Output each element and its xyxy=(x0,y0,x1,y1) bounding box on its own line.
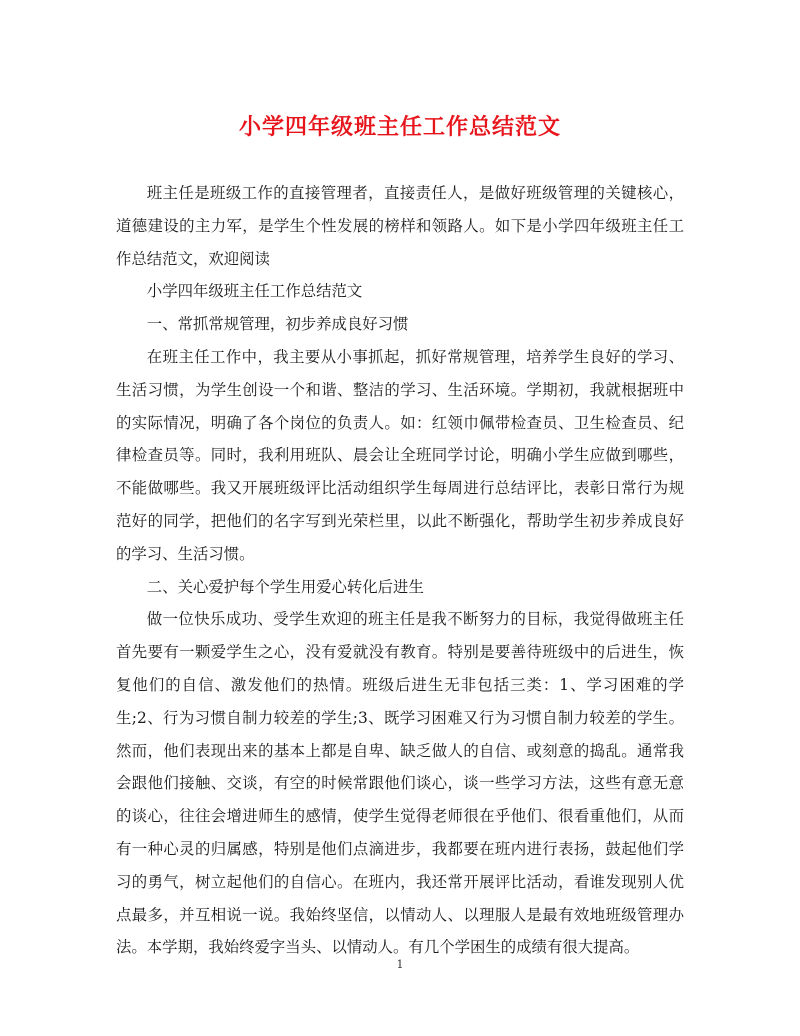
document-body xyxy=(116,177,684,964)
section-2-paragraph: 做一位快乐成功、受学生欢迎的班主任是我不断努力的目标，我觉得做班主任首先要有一颗爱学生之心，没有爱就没有教育。特别是要善待班级中的后进生，恢复他们的自信、激发他们的热情。班级后进生无非包括三类：1、学习困难的学生;2、行为习惯自制力较差的学生;3、既学习困难又行为习惯自制力较差的学生。然而，他们表现出来的基本上都是自卑、缺乏做人的自信、或刻意的捣乱。通常我会跟他们接触、交谈，有空的时候常跟他们谈心，谈一些学习方法，这些有意无意的谈心，往往会增进师生的感情，使学生觉得老师很在乎他们、很看重他们，从而有一种心灵的归属感，特别是他们点滴进步，我都要在班内进行表扬，鼓起他们学习的勇气，树立起他们的自信心。在班内，我还常开展评比活动，看谁发现别人优点最多，并互相说一说。我始终坚信，以情动人、以理服人是最有效地班级管理办法。本学期，我始终爱字当头、以情动人。有几个学困生的成绩有很大提高。 xyxy=(116,610,684,957)
page-number: 1 xyxy=(396,958,404,971)
document-title: 小学四年级班主任工作总结范文 xyxy=(238,114,561,140)
intro-paragraph: 班主任是班级工作的直接管理者，直接责任人，是做好班级管理的关键核心，道德建设的主力军，是学生个性发展的榜样和领路人。如下是小学四年级班主任工作总结范文，欢迎阅读 xyxy=(116,184,684,268)
section-1-paragraph: 在班主任工作中，我主要从小事抓起，抓好常规管理，培养学生良好的学习、生活习惯，为学生创设一个和谐、整洁的学习、生活环境。学期初，我就根据班中的实际情况，明确了各个岗位的负责人。如：红领巾佩带检查员、卫生检查员、纪律检查员等。同时，我利用班队、晨会让全班同学讨论，明确小学生应做到哪些，不能做哪些。我又开展班级评比活动组织学生每周进行总结评比，表彰日常行为规范好的同学，把他们的名字写到光荣栏里，以此不断强化，帮助学生初步养成良好的学习、生活习惯。 xyxy=(116,347,684,563)
section-heading-2: 二、关心爱护每个学生用爱心转化后进生 xyxy=(146,577,424,596)
subtitle-paragraph: 小学四年级班主任工作总结范文 xyxy=(146,282,363,301)
section-heading-1: 一、常抓常规管理，初步养成良好习惯 xyxy=(146,315,409,334)
